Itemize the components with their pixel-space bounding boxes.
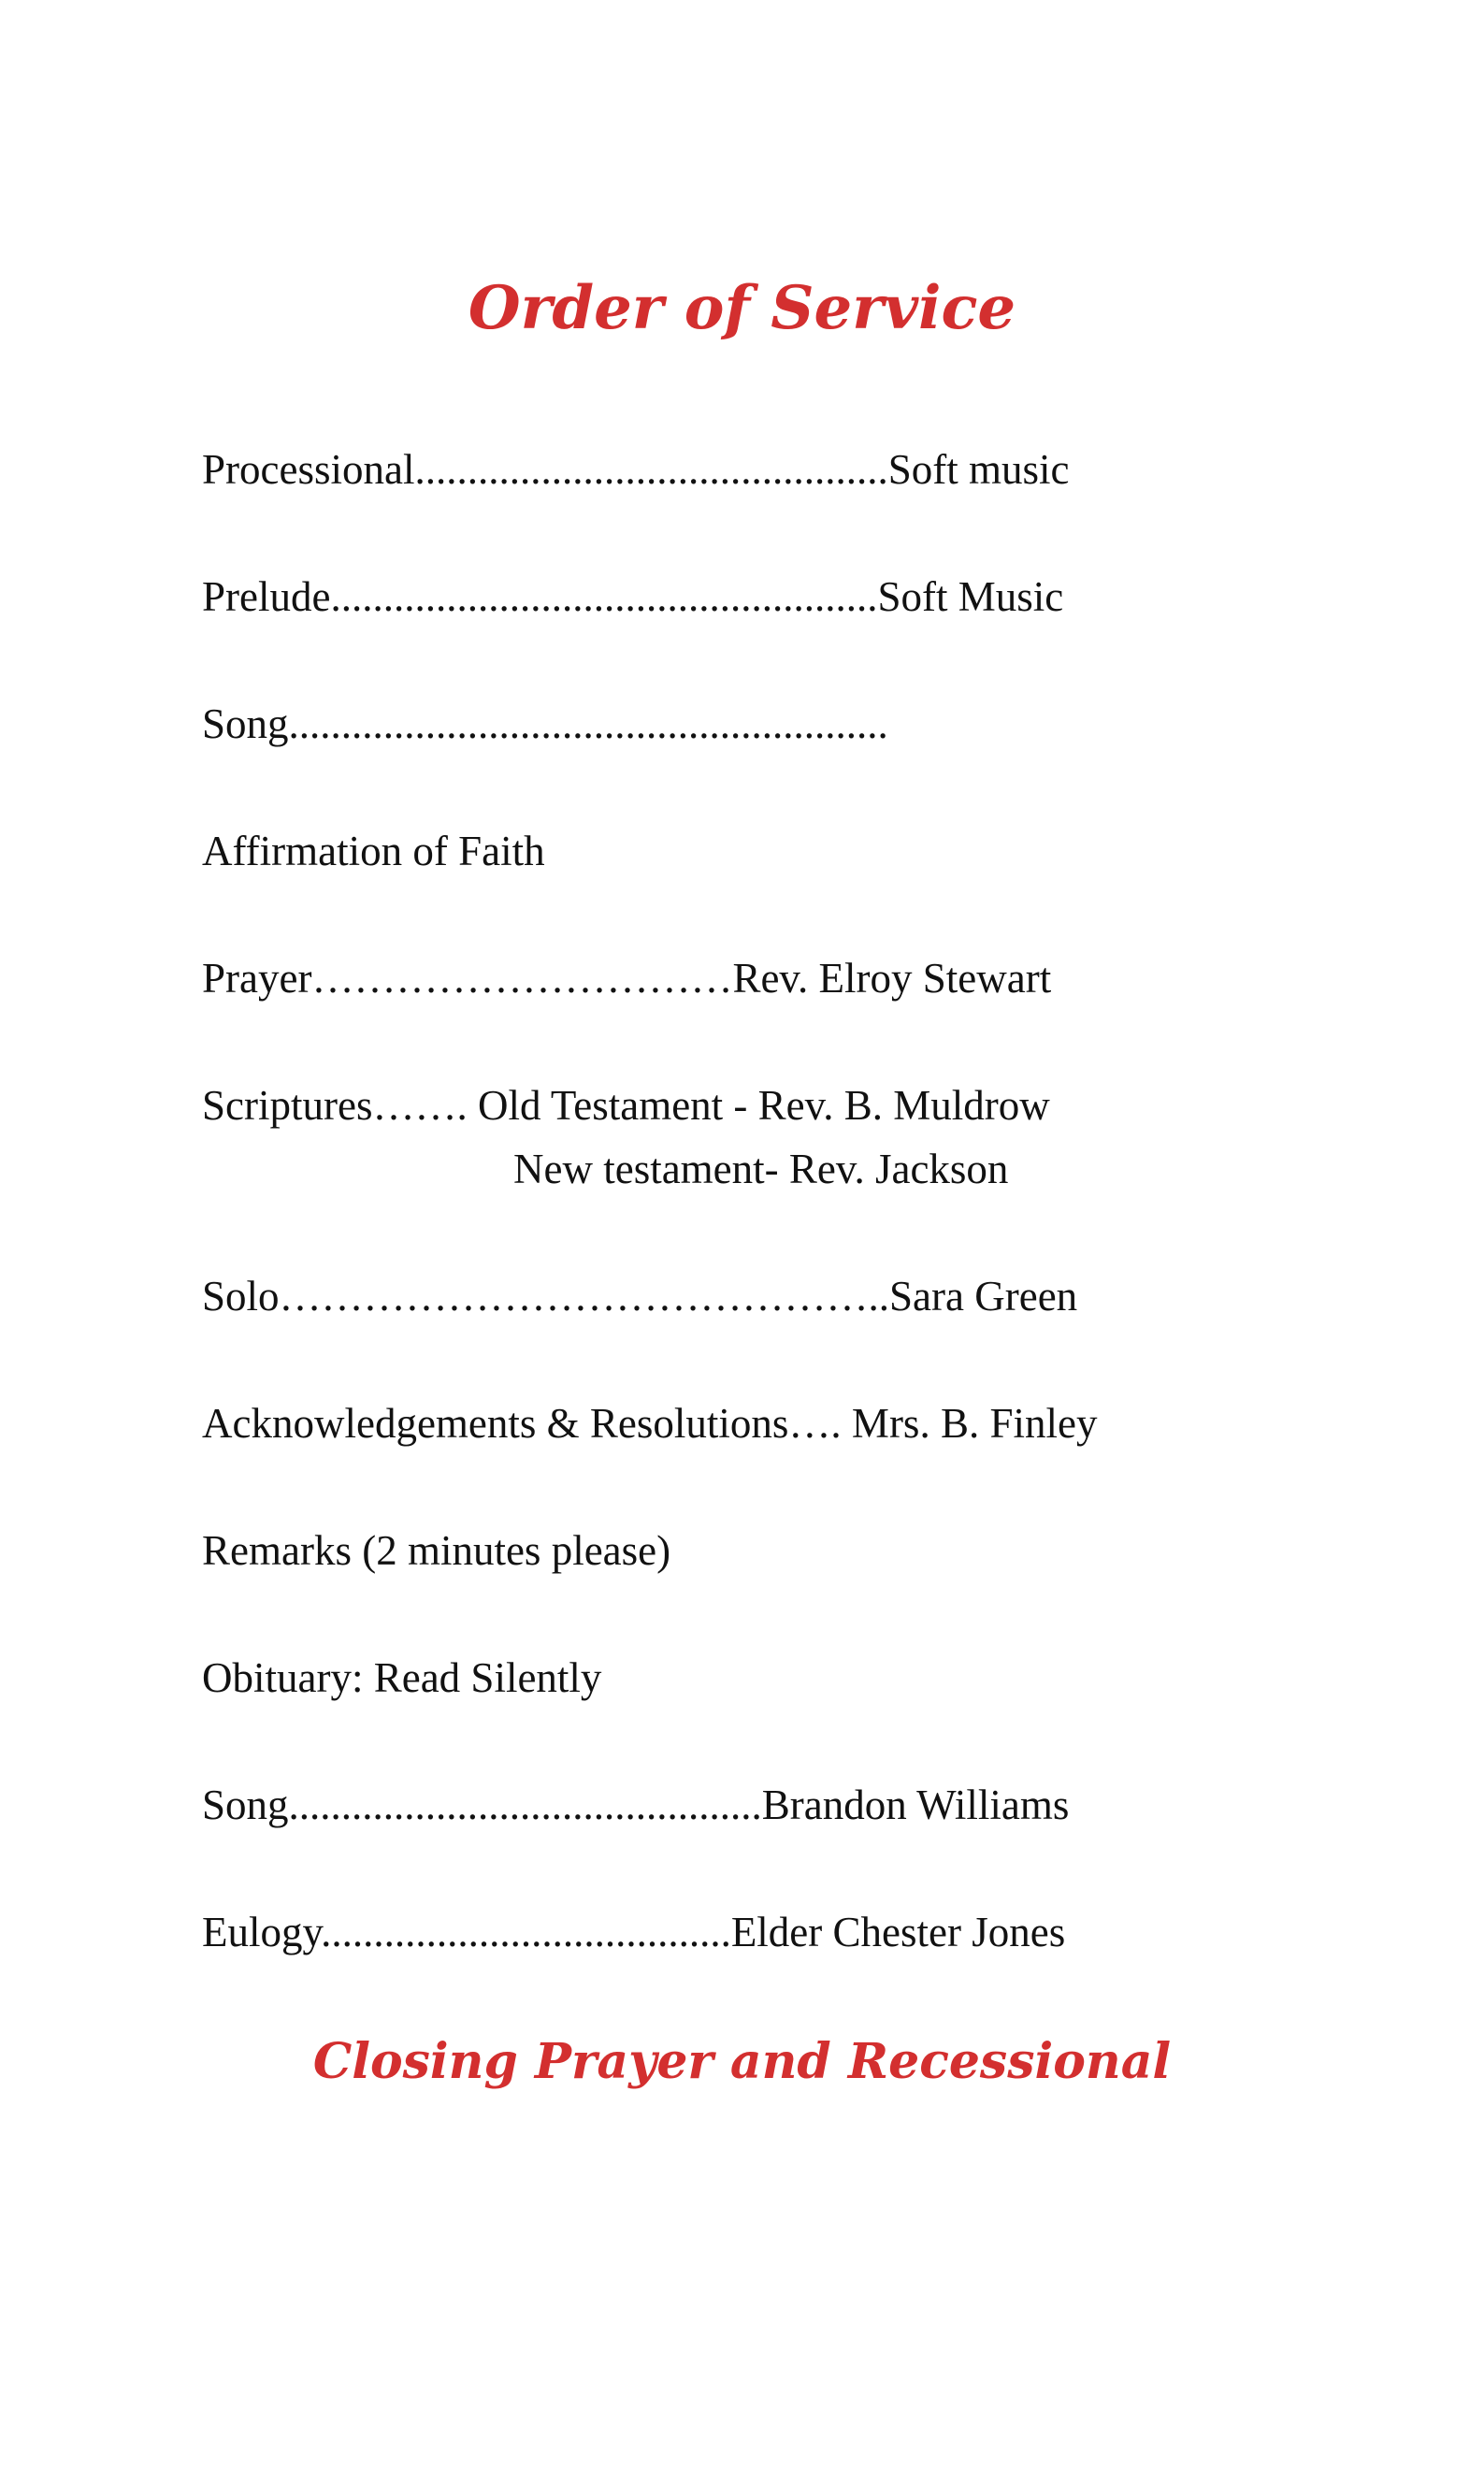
service-item-song: Song.........................................................: [202, 700, 888, 747]
service-item-eulogy: Eulogy.......................................Elder Chester Jones: [202, 1909, 1066, 1955]
service-item-scriptures-new-testament: New testament- Rev. Jackson: [513, 1146, 1009, 1192]
page-title: Order of Service: [468, 273, 1016, 343]
closing-heading: Closing Prayer and Recessional: [312, 2033, 1172, 2090]
service-item-song-2: Song.............................................Brandon Williams: [202, 1782, 1070, 1828]
service-item-remarks: Remarks (2 minutes please): [202, 1527, 671, 1574]
service-item-scriptures: Scriptures……. Old Testament - Rev. B. Muldrow: [202, 1082, 1050, 1129]
service-item-prayer: Prayer…………………………Rev. Elroy Stewart: [202, 955, 1052, 1002]
service-item-obituary: Obituary: Read Silently: [202, 1654, 602, 1701]
service-item-solo: Solo……………………………………..Sara Green: [202, 1273, 1078, 1320]
service-item-affirmation: Affirmation of Faith: [202, 828, 545, 874]
service-item-acknowledgements: Acknowledgements & Resolutions…. Mrs. B. Finley: [202, 1400, 1098, 1447]
service-item-processional: Processional.............................................Soft music: [202, 446, 1070, 493]
service-item-prelude: Prelude....................................................Soft Music: [202, 573, 1064, 620]
